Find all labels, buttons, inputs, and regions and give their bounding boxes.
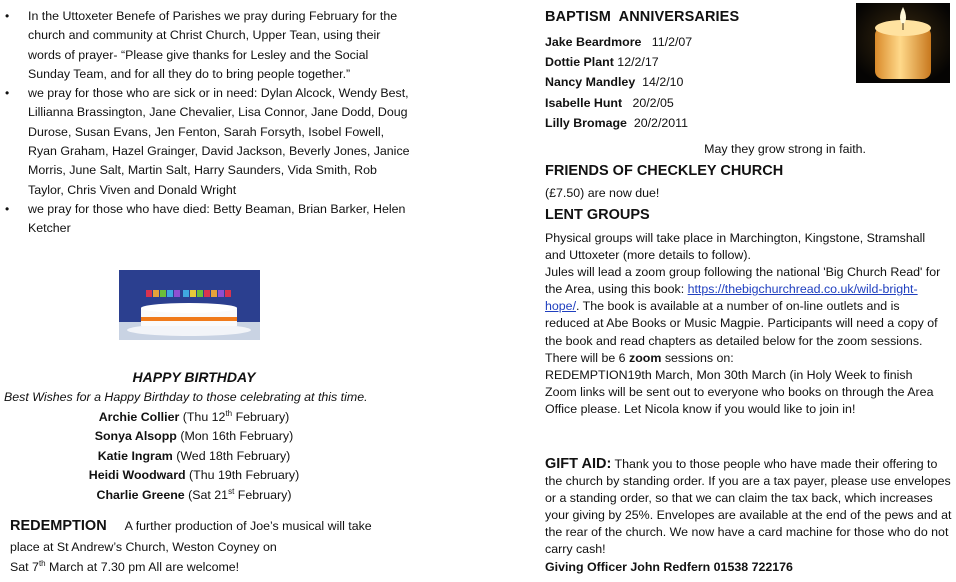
giving-officer-contact: Giving Officer John Redfern 01538 722176 <box>545 559 793 574</box>
prayer-text: In the Uttoxeter Benefe of Parishes we pray during February for the church and community at Christ Church, Upper Tean, using their words of prayer- “Please give thanks for Lesley and the Social Sunday Team, and for all they do to bring people together.” <box>28 9 398 81</box>
baptism-name: Jake Beardmore <box>545 35 642 49</box>
baptism-entry <box>545 93 692 113</box>
birthday-date: (Mon 16th February) <box>176 429 294 444</box>
baptism-date: 12/2/17 <box>617 55 659 70</box>
lent-sessions-bold: zoom <box>629 350 662 365</box>
birthday-entry <box>0 486 388 505</box>
birthday-date: (Wed 18th February) <box>172 448 291 463</box>
gift-aid-notice <box>545 456 953 576</box>
lent-physical-groups: Physical groups will take place in Marchington, Kingstone, Stramshall and Uttoxeter (more details to follow). <box>545 231 926 263</box>
redemption-date-rest: March at 7.30 pm All are welcome! <box>45 560 240 574</box>
baptism-blessing <box>545 142 866 156</box>
bullet-icon: • <box>5 86 10 101</box>
baptism-name: Isabelle Hunt <box>545 95 623 110</box>
birthday-date-rest: February) <box>232 410 290 424</box>
lent-zoom-links: Zoom links will be sent out to everyone who books on through the Area Office please. Let Nicola know if you would like to join in! <box>545 384 934 416</box>
ordinal-suffix: st <box>228 486 235 496</box>
birthday-list <box>0 408 388 505</box>
baptism-name: Dottie Plant <box>545 55 614 70</box>
birthday-subtitle: Best Wishes for a Happy Birthday to those celebrating at this time. <box>4 390 368 404</box>
candle-image <box>856 3 950 83</box>
birthday-entry <box>0 427 388 446</box>
redemption-date: Sat 7 <box>10 560 39 574</box>
baptism-date: 14/2/10 <box>642 75 684 90</box>
birthday-entry <box>0 466 388 485</box>
birthday-entry <box>0 408 388 427</box>
birthday-date: (Sat 21 <box>184 487 229 502</box>
baptism-title: BAPTISM ANNIVERSARIES <box>545 9 740 25</box>
baptism-name: Nancy Mandley <box>545 75 636 90</box>
baptism-name: Lilly Bromage <box>545 115 627 130</box>
bullet-icon: • <box>5 201 10 216</box>
baptism-entry <box>545 32 692 52</box>
baptism-date: 20/2/05 <box>632 95 674 110</box>
prayer-list <box>0 7 410 239</box>
baptism-entry <box>545 72 692 92</box>
lent-dates: REDEMPTION19th March, Mon 30th March (in Holy Week to finish <box>545 367 913 382</box>
birthday-title: HAPPY BIRTHDAY <box>132 369 256 385</box>
birthday-name: Charlie Greene <box>96 487 185 502</box>
lent-sessions-text-rest: sessions on: <box>661 350 734 365</box>
prayer-text: we pray for those who have died: Betty Beaman, Brian Barker, Helen Ketcher <box>28 201 406 236</box>
birthday-name: Sonya Alsopp <box>94 429 177 444</box>
birthday-cake-image <box>119 270 260 340</box>
lent-zoom-text: Jules will lead a zoom group following the national 'Big Church Read' for the Area, using this book: <box>545 265 941 297</box>
lent-sessions-text: There will be 6 <box>545 350 630 365</box>
redemption-title: REDEMPTION <box>10 518 107 534</box>
lent-body <box>545 230 945 418</box>
big-church-read-link[interactable]: https://thebigchurchread.co.uk/wild-bright-hope/ <box>545 282 918 314</box>
prayer-text: we pray for those who are sick or in need: Dylan Alcock, Wendy Best, Lillianna Brassington, Jane Chevalier, Lisa Connor, Jane Dodd, Doug Durose, Susan Evans, Jen Fenton, Sarah Forsyth, Isobel Fowell, Ryan Graham, Hazel Grainger, David Jackson, Beverly Jones, Janice Morris, June Salt, Martin Salt, Harry Saunders, Vida Smith, Rob Taylor, Chris Viven and Donald Wright <box>28 86 410 197</box>
baptism-date: 20/2/2011 <box>633 115 689 130</box>
birthday-date: (Thu 19th February) <box>185 468 300 483</box>
birthday-entry <box>0 447 388 466</box>
friends-body: (£7.50) are now due! <box>545 186 660 200</box>
baptism-entry <box>545 113 692 133</box>
redemption-notice <box>10 516 390 578</box>
friends-title: FRIENDS OF CHECKLEY CHURCH <box>545 163 784 179</box>
birthday-name: Katie Ingram <box>97 448 173 463</box>
prayer-item-sick <box>0 84 410 200</box>
lent-zoom-group <box>545 264 945 349</box>
lent-title: LENT GROUPS <box>545 207 650 223</box>
redemption-text: A further production of Joe’s musical will take place at St Andrew’s Church, Weston Coyney on <box>10 519 372 554</box>
blessing-text: May they grow strong in faith. <box>704 142 866 156</box>
birthday-date-rest: February) <box>234 487 292 502</box>
bullet-icon: • <box>5 9 10 23</box>
prayer-item-died <box>0 200 410 239</box>
birthday-candles <box>146 290 231 297</box>
lent-zoom-text-rest: . The book is available at a number of on-line outlets and is reduced at Abe Books or Music Magpie. Participants will need a copy of the book and read chapters as detailed below for the zoom sessions. <box>545 299 938 348</box>
gift-aid-title: GIFT AID: <box>545 456 612 472</box>
baptism-list <box>545 32 692 133</box>
birthday-date: (Thu 12 <box>179 410 226 424</box>
gift-aid-text: Thank you to those people who have made their offering to the church by standing order. If you are a tax payer, please use envelopes or a standing order, so that we can claim the tax back, which increases your giving by 25%. Envelopes are available at the end of the pews and at the rear of the church. We now have a card machine for those who do not carry cash! <box>545 457 952 557</box>
ordinal-suffix: th <box>225 408 233 418</box>
baptism-date: 11/2/07 <box>651 35 693 49</box>
ordinal-suffix: th <box>38 558 46 568</box>
lent-sessions <box>545 350 945 367</box>
baptism-entry <box>545 52 692 72</box>
birthday-name: Heidi Woodward <box>88 468 186 483</box>
birthday-name: Archie Collier <box>98 410 180 424</box>
prayer-item-benefice <box>0 7 410 84</box>
